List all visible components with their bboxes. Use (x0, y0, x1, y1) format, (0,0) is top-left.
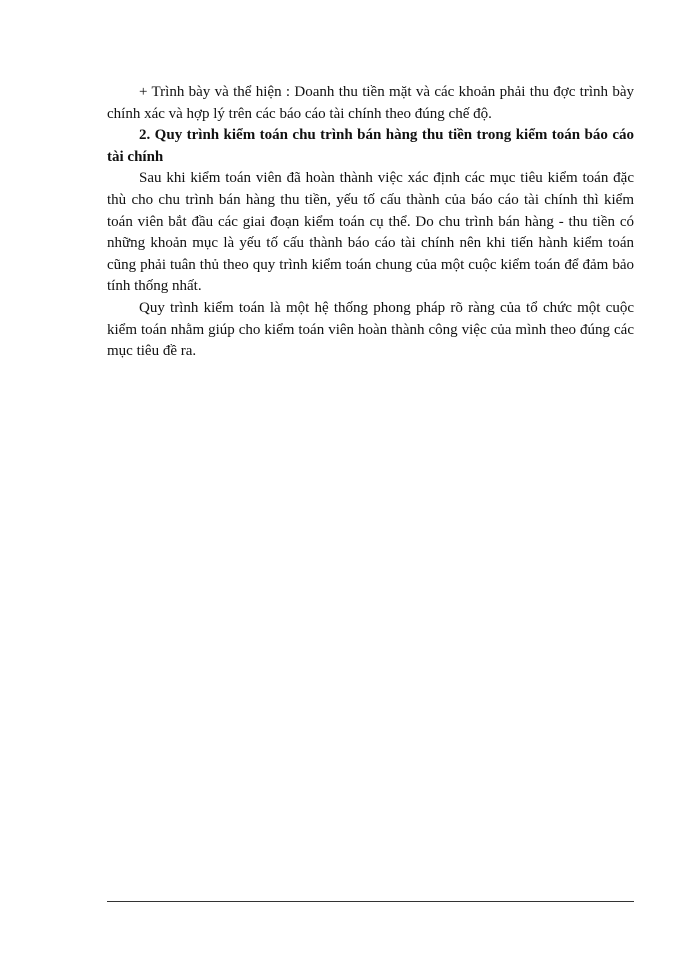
page-body (107, 82, 634, 363)
paragraph-audit-process: Quy trình kiểm toán là một hệ thống phong pháp rõ ràng của tổ chức một cuộc kiểm toán nhằm giúp cho kiểm toán viên hoàn thành công việc của mình theo đúng các mục tiêu đề ra. (107, 299, 634, 360)
paragraph-presentation: + Trình bày và thể hiện : Doanh thu tiền mặt và các khoản phải thu đợc trình bày chính xác và hợp lý trên các báo cáo tài chính theo đúng chế độ. (107, 84, 634, 122)
paragraph-audit-intro: Sau khi kiểm toán viên đã hoàn thành việc xác định các mục tiêu kiểm toán đặc thù cho chu trình bán hàng thu tiền, yếu tố cấu thành của báo cáo tài chính thì kiểm toán viên bắt đầu các giai đoạn kiểm toán cụ thể. Do chu trình bán hàng - thu tiền có những khoản mục là yếu tố cấu thành báo cáo tài chính nên khi tiến hành kiểm toán cũng phải tuân thủ theo quy trình kiểm toán chung của một cuộc kiểm toán để đảm bảo tính thống nhất. (107, 170, 634, 295)
footer-divider (107, 901, 634, 902)
section-heading: 2. Quy trình kiểm toán chu trình bán hàng thu tiền trong kiểm toán báo cáo tài chính (107, 127, 634, 165)
